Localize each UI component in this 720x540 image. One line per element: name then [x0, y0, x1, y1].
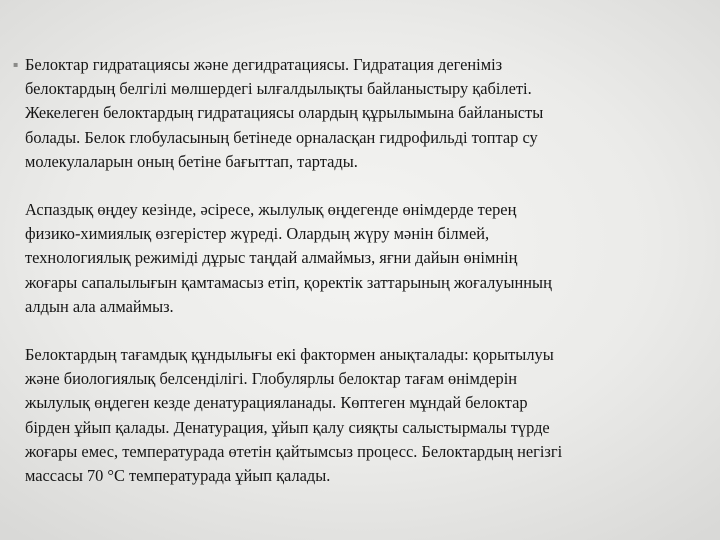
- paragraph-culinary-processing: Аспаздық өңдеу кезінде, әсіресе, жылулық өңдегенде өнімдерде терең физико-химиялық өзгерістер жүреді. Олардың жүру мәнін білмей, технологиялық режимiді дұрыс таңдай алмаймыз, яғни дайын өнімнің жоғары сапалылығын қамтамасыз етіп, қоректік заттарының жоғалуынның алдын ала алмаймыз.: [25, 200, 552, 316]
- paragraph-protein-hydration: Белоктар гидратациясы және дегидратациясы. Гидратация дегеніміз белоктардың белгілі мөлшердегі ылғалдылықты байланыстыру қабілеті. Жекелеген белоктардың гидратациясы олардың құрылымына байланысты болады. Белок глобуласының бетінеде орналасқан гидрофильді топтар су молекулаларын оның бетіне бағыттап, тартады.: [25, 55, 544, 171]
- paragraph-nutritional-value: Белоктардың тағамдық құндылығы екі фактормен анықталады: қорытылуы және биологиялық белсенділігі. Глобулярлы белоктар тағам өнімдерін жылулық өңдеген кезде денатурацияланады. Көптеген мұндай белоктар бірден ұйып қалады. Денатурация, ұйып қалу сияқты салыстырмалы түрде жоғары емес, температурада өтетін қайтымсыз процесс. Белоктардың негізгі массасы 70 °С температурада ұйып қалады.: [25, 345, 563, 486]
- bullet-icon: ▪: [13, 60, 19, 69]
- slide-body: [25, 53, 705, 488]
- paragraph-spacer: [25, 319, 705, 343]
- paragraph-spacer: [25, 174, 705, 198]
